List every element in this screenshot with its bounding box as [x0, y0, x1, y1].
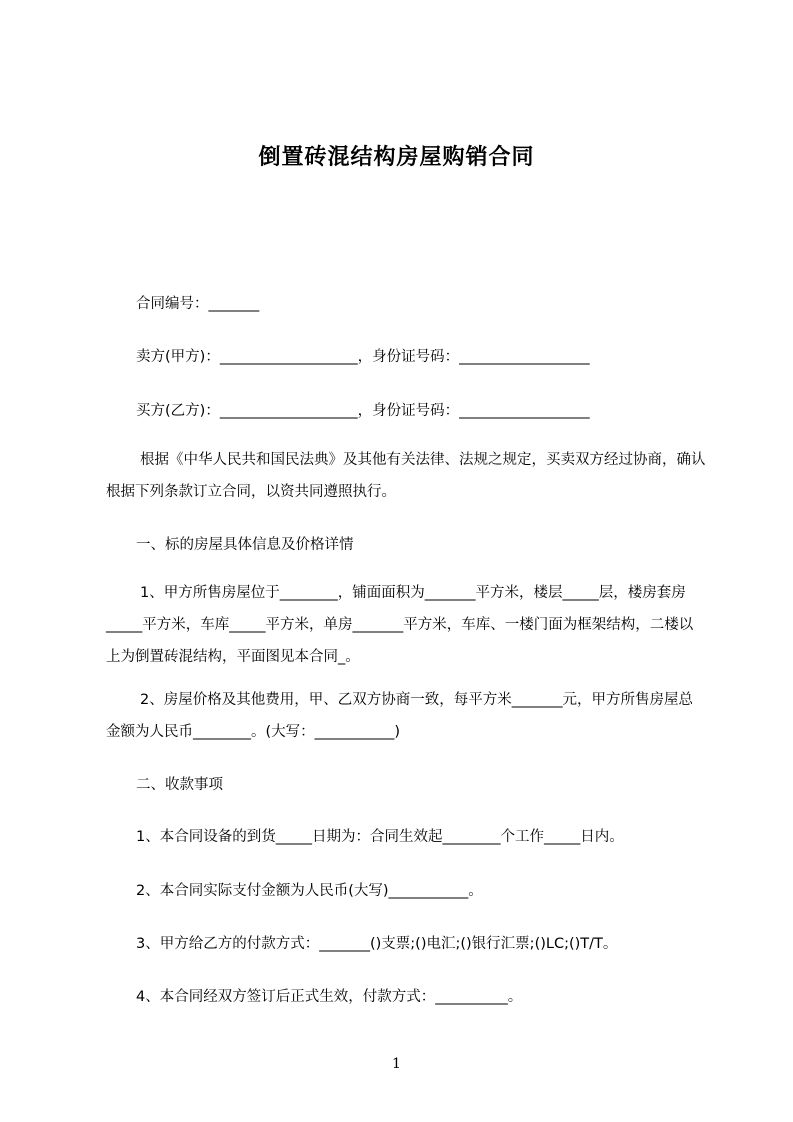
section2-item2: 2、本合同实际支付金额为人民币(大写)___________。	[136, 883, 483, 899]
section2-item1: 1、本合同设备的到货_____日期为：合同生效起________个工作_____日内。	[136, 829, 624, 845]
section2-heading: 二、收款事项	[136, 777, 223, 793]
section2-item4: 4、本合同经双方签订后正式生效，付款方式：__________。	[136, 989, 523, 1005]
preamble-paragraph	[106, 444, 706, 508]
buyer-line: 买方(乙方)：___________________，身份证号码：__________________	[136, 403, 590, 419]
page-number: 1	[392, 1056, 401, 1072]
section1-item2-paragraph	[106, 684, 706, 748]
section1-item1-paragraph	[106, 577, 706, 673]
section2-item3: 3、甲方给乙方的付款方式：_______()支票;()电汇;()银行汇票;()LC;()T/T。	[136, 936, 618, 952]
contract-number-line: 合同编号：_______	[136, 296, 260, 312]
section1-item2-text: 2、房屋价格及其他费用，甲、乙双方协商一致，每平方米_______元，甲方所售房屋总金额为人民币________。(大写：___________)	[106, 692, 693, 740]
section1-heading: 一、标的房屋具体信息及价格详情	[136, 537, 354, 553]
seller-line: 卖方(甲方)：___________________，身份证号码：__________________	[136, 349, 590, 365]
preamble-text: 根据《中华人民共和国民法典》及其他有关法律、法规之规定，买卖双方经过协商，确认根据下列条款订立合同，以资共同遵照执行。	[106, 452, 706, 500]
document-title: 倒置砖混结构房屋购销合同	[258, 145, 535, 170]
section1-item1-text: 1、甲方所售房屋位于________，铺面面积为_______平方米，楼层_____层，楼房套房_____平方米，车库_____平方米，单房_______平方米，车库、一楼门面为框架结构，二楼以上为倒置砖混结构，平面图见本合同_。	[106, 585, 694, 665]
